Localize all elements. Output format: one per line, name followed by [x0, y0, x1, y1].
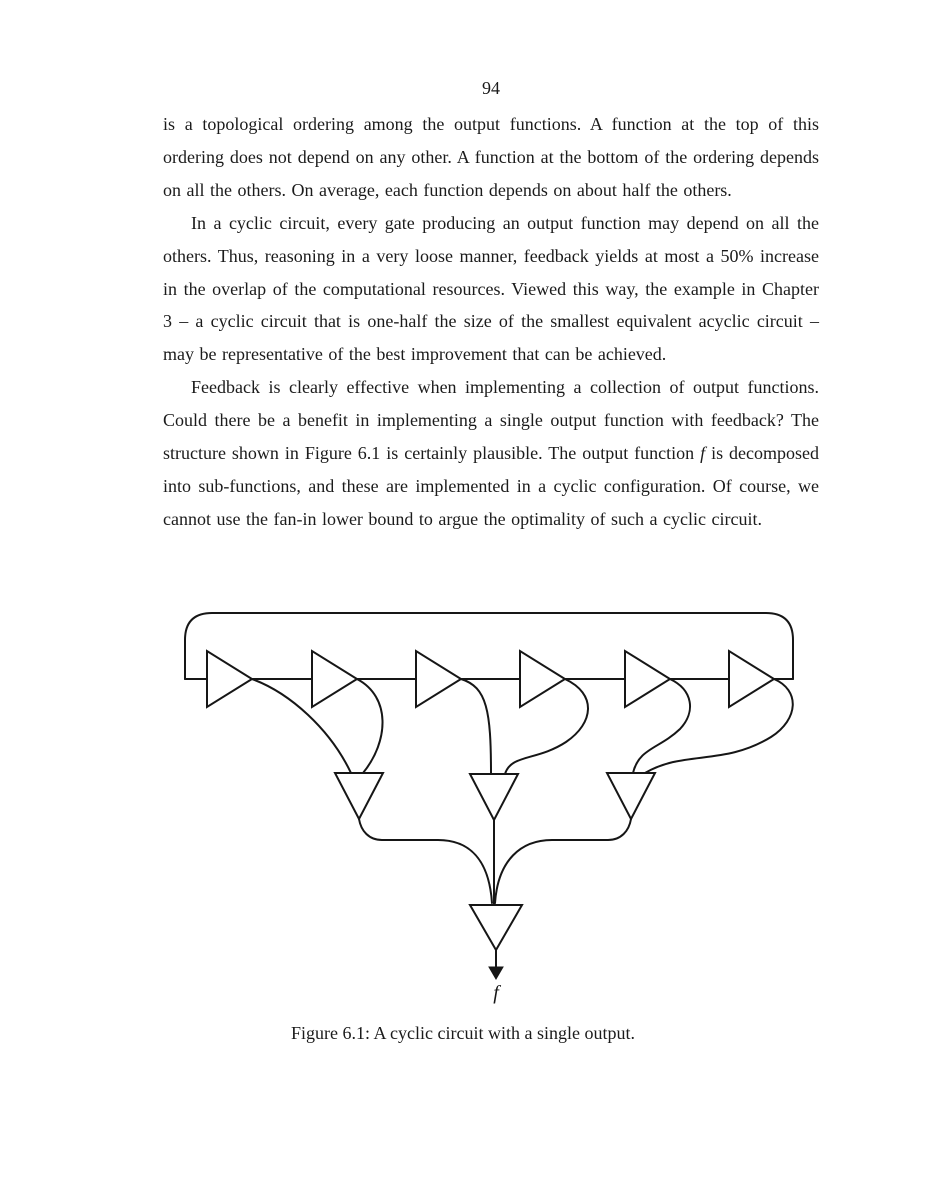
buffer-gate-5	[625, 651, 670, 707]
paragraph-3-text-after: is decomposed into sub-functions, and these are implemented in a cyclic configuration. Of course, we cannot use the fan-in lower bound to argue the optimality of such a cyclic circuit.	[163, 443, 820, 529]
buffer-gate-4	[520, 651, 565, 707]
wire-mid3-to-output	[495, 819, 631, 903]
output-gate	[470, 905, 522, 950]
figure-caption: Figure 6.1: A cyclic circuit with a single output.	[291, 1023, 635, 1043]
buffer-gate-3	[416, 651, 461, 707]
wire-gate3-to-mid2	[461, 679, 491, 774]
page-number: 94	[482, 78, 500, 98]
wire-gate4-to-mid2	[505, 679, 588, 774]
wire-gate2-to-mid1	[357, 679, 383, 773]
output-arrow-head-icon	[489, 967, 503, 979]
middle-gate-1	[335, 773, 383, 819]
paragraph-3	[163, 371, 819, 536]
middle-gate-3	[607, 773, 655, 819]
buffer-gate-2	[312, 651, 357, 707]
wire-mid1-to-output	[359, 819, 492, 903]
output-label-f: f	[493, 982, 499, 1004]
body-text	[163, 108, 819, 536]
buffer-gate-1	[207, 651, 252, 707]
feedback-loop-path	[185, 613, 793, 679]
buffer-gate-6	[729, 651, 774, 707]
paragraph-2: In a cyclic circuit, every gate producing an output function may depend on all the others. Thus, reasoning in a very loose manner, feedback yields at most a 50% increase in the overlap of the computational resources. Viewed this way, the example in Chapter 3 – a cyclic circuit that is one-half the size of the smallest equivalent acyclic circuit – may be representative of the best improvement that can be achieved.	[163, 212, 819, 365]
paragraph-1: is a topological ordering among the output functions. A function at the top of this ordering does not depend on any other. A function at the bottom of the ordering depends on all the others. On average, each function depends on about half the others.	[163, 114, 819, 200]
figure-6-1-cyclic-circuit-diagram	[0, 600, 926, 1010]
wire-gate6-to-mid3	[645, 679, 793, 773]
math-symbol-f: f	[700, 443, 706, 464]
paragraph-3-text-before: Feedback is clearly effective when implementing a collection of output functions. Could there be a benefit in implementing a single output function with feedback? The structure shown in Figure 6.1 is certainly plausible. The output function	[163, 377, 819, 464]
middle-gate-2	[470, 774, 518, 820]
